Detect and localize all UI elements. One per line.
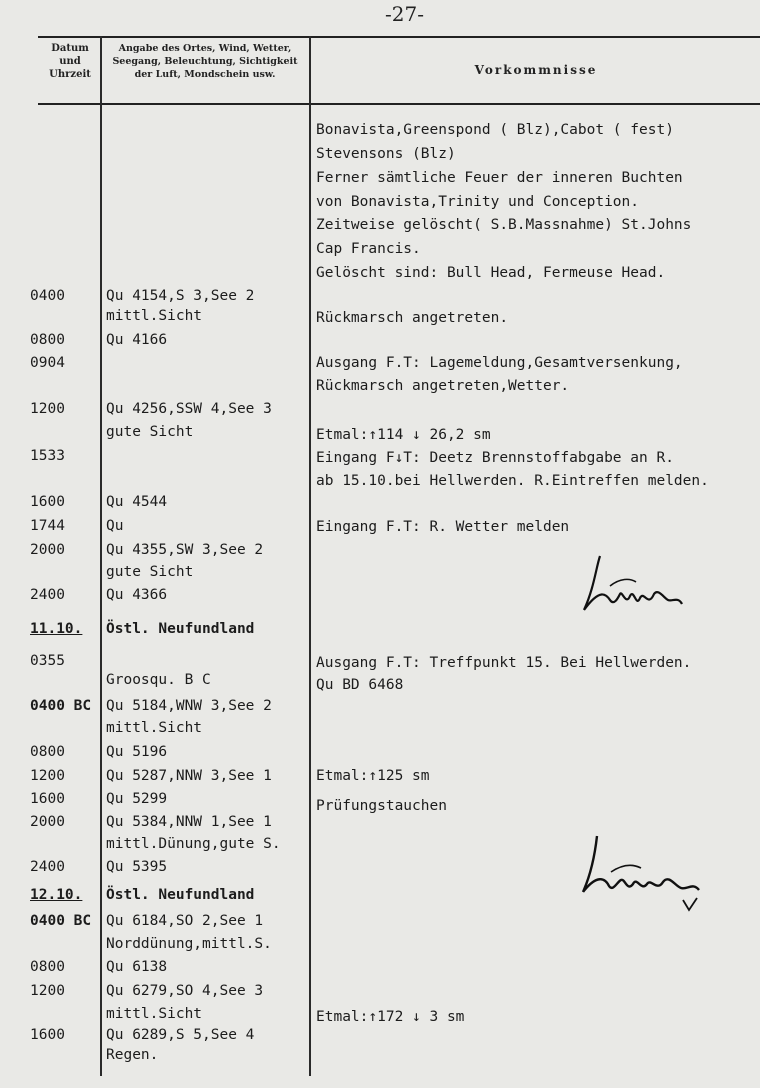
- event-line: Rückmarsch angetreten,Wetter.: [316, 378, 570, 394]
- header-bottom-rule: [38, 103, 760, 105]
- entry-place: gute Sicht: [106, 564, 194, 580]
- entry-time: 1200: [30, 401, 65, 417]
- header-line: Uhrzeit: [49, 69, 91, 80]
- entry-place: Norddünung,mittl.S.: [106, 936, 272, 952]
- event-line: Cap Francis.: [316, 241, 421, 257]
- event-line: Prüfungstauchen: [316, 798, 447, 814]
- entry-place: Qu 4366: [106, 587, 168, 603]
- column-divider-1: [100, 36, 102, 1076]
- page-number: -27-: [385, 2, 424, 26]
- event-line: Ausgang F.T: Lagemeldung,Gesamtversenkung,: [316, 355, 683, 371]
- entry-place: Qu 4154,S 3,See 2: [106, 288, 255, 304]
- entry-time: 0800: [30, 332, 65, 348]
- entry-time: 1600: [30, 791, 65, 807]
- event-line: Ausgang F.T: Treffpunkt 15. Bei Hellwerden.: [316, 655, 692, 671]
- location-heading: Östl. Neufundland: [106, 887, 255, 903]
- entry-place: Qu 5184,WNW 3,See 2: [106, 698, 272, 714]
- entry-place: Qu 4355,SW 3,See 2: [106, 542, 264, 558]
- entry-place: mittl.Sicht: [106, 720, 203, 736]
- event-line: Stevensons (Blz): [316, 146, 456, 162]
- event-line: Zeitweise gelöscht( S.B.Massnahme) St.Johns: [316, 217, 692, 233]
- entry-place: Qu 4166: [106, 332, 168, 348]
- entry-place: Qu 5287,NNW 3,See 1: [106, 768, 272, 784]
- entry-place: Qu 5395: [106, 859, 168, 875]
- event-line: Gelöscht sind: Bull Head, Fermeuse Head.: [316, 265, 666, 281]
- entry-time: 0400 BC: [30, 698, 92, 714]
- entry-time: 0355: [30, 653, 65, 669]
- event-line: Qu BD 6468: [316, 677, 404, 693]
- signature-image: [570, 548, 690, 628]
- header-date-time: [42, 42, 98, 81]
- entry-place: Qu 4544: [106, 494, 168, 510]
- header-line: Angabe des Ortes, Wind, Wetter,: [118, 43, 292, 54]
- entry-place: Qu 4256,SSW 4,See 3: [106, 401, 272, 417]
- event-line: ab 15.10.bei Hellwerden. R.Eintreffen melden.: [316, 473, 709, 489]
- date-heading: 12.10.: [30, 887, 83, 903]
- entry-place: Regen.: [106, 1047, 159, 1063]
- entry-place: Qu 6138: [106, 959, 168, 975]
- entry-time: 0400: [30, 288, 65, 304]
- entry-time: 1600: [30, 1027, 65, 1043]
- entry-time: 2400: [30, 587, 65, 603]
- entry-place: Qu 6289,S 5,See 4: [106, 1027, 255, 1043]
- event-line: Etmal:↑172 ↓ 3 sm: [316, 1009, 465, 1025]
- entry-time: 1200: [30, 768, 65, 784]
- entry-place: gute Sicht: [106, 424, 194, 440]
- event-line: Eingang F.T: R. Wetter melden: [316, 519, 570, 535]
- header-events: Vorkommnisse: [474, 63, 598, 77]
- entry-place: mittl.Dünung,gute S.: [106, 836, 281, 852]
- date-heading: 11.10.: [30, 621, 83, 637]
- header-line: Seegang, Beleuchtung, Sichtigkeit: [112, 56, 298, 67]
- entry-time: 2000: [30, 814, 65, 830]
- entry-place: Qu 5384,NNW 1,See 1: [106, 814, 272, 830]
- event-line: Rückmarsch angetreten.: [316, 310, 509, 326]
- location-heading: Östl. Neufundland: [106, 621, 255, 637]
- header-place-weather: [104, 42, 306, 81]
- entry-place: Qu 5196: [106, 744, 168, 760]
- event-line: von Bonavista,Trinity und Conception.: [316, 194, 640, 210]
- header-line: und: [59, 56, 81, 67]
- entry-place: Qu 5299: [106, 791, 168, 807]
- entry-place: mittl.Sicht: [106, 308, 203, 324]
- entry-place: Qu: [106, 518, 124, 534]
- event-line: Bonavista,Greenspond ( Blz),Cabot ( fest): [316, 122, 674, 138]
- entry-place: Qu 6279,SO 4,See 3: [106, 983, 264, 999]
- entry-time: 1200: [30, 983, 65, 999]
- entry-time: 1533: [30, 448, 65, 464]
- event-line: Etmal:↑114 ↓ 26,2 sm: [316, 427, 491, 443]
- entry-time: 2400: [30, 859, 65, 875]
- entry-place: Groosqu. B C: [106, 672, 211, 688]
- table-top-rule: [38, 36, 760, 38]
- entry-time: 0800: [30, 744, 65, 760]
- entry-place: Qu 6184,SO 2,See 1: [106, 913, 264, 929]
- event-line: Etmal:↑125 sm: [316, 768, 430, 784]
- signature-image: [575, 830, 710, 920]
- entry-time: 2000: [30, 542, 65, 558]
- entry-time: 1744: [30, 518, 65, 534]
- entry-time: 0904: [30, 355, 65, 371]
- event-line: Eingang F↓T: Deetz Brennstoffabgabe an R.: [316, 450, 674, 466]
- header-line: der Luft, Mondschein usw.: [134, 69, 276, 80]
- event-line: Ferner sämtliche Feuer der inneren Buchten: [316, 170, 683, 186]
- entry-time: 1600: [30, 494, 65, 510]
- header-line: Datum: [51, 43, 89, 54]
- entry-time: 0800: [30, 959, 65, 975]
- entry-time: 0400 BC: [30, 913, 92, 929]
- column-divider-2: [309, 36, 311, 1076]
- entry-place: mittl.Sicht: [106, 1006, 203, 1022]
